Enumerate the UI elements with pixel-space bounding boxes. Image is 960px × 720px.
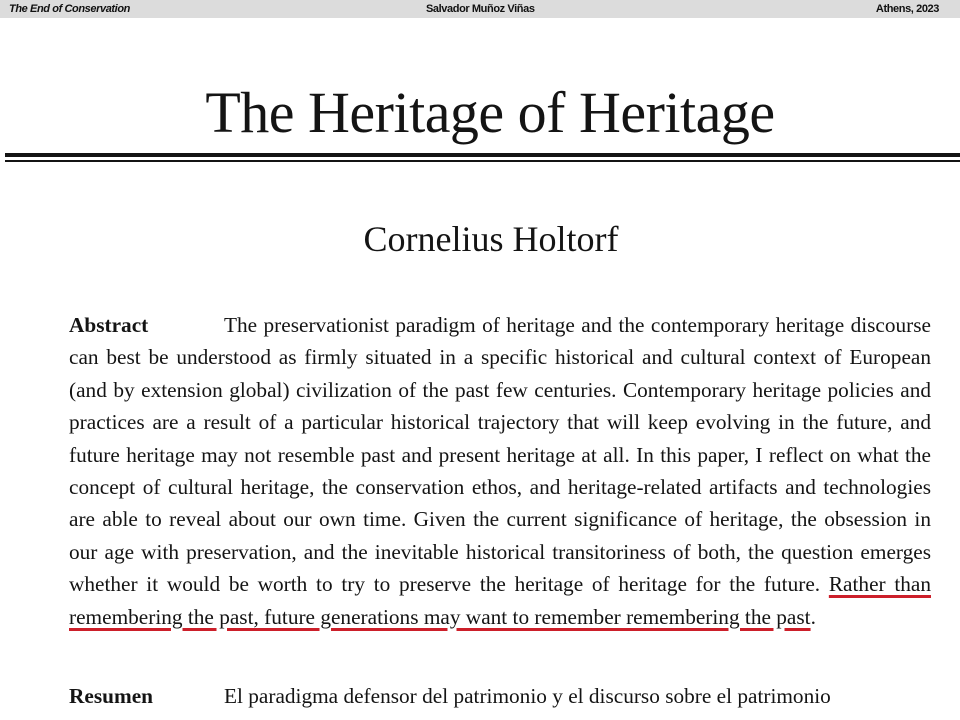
abstract-paragraph [69, 309, 931, 633]
header-editor: Salvador Muñoz Viñas [426, 3, 535, 15]
resumen-paragraph [69, 680, 931, 712]
abstract-label: Abstract [69, 313, 149, 337]
paper-author: Cornelius Holtorf [363, 219, 619, 259]
paper-title: The Heritage of Heritage [205, 80, 775, 145]
resumen-text: El paradigma defensor del patrimonio y el discurso sobre el patrimonio [224, 684, 831, 708]
header-place-date: Athens, 2023 [875, 3, 939, 15]
resumen-label: Resumen [69, 684, 154, 708]
abstract-text: The preservationist paradigm of heritage and the contemporary heritage discourse can best be understood as firmly situated in a specific historical and cultural context of European (and by extension global) civilization of the past few centuries. Contemporary heritage policies and practices are a result of a particular historical trajectory that will keep evolving in the future, and future heritage may not resemble past and present heritage at all. In this paper, I reflect on what the concept of cultural heritage, the conservation ethos, and heritage-related artifacts and technologies are able to reveal about our own time. Given the current significance of heritage, the obsession in our age with preservation, and the inevitable historical transitoriness of both, the question emerges whether it would be worth to try to preserve the heritage of heritage for the future. [69, 313, 931, 597]
abstract-highlighted-sentence: Rather than remembering the past, future generations may want to remember remembering the past [69, 572, 931, 629]
page-header-bar [0, 0, 960, 18]
title-rule-thin [5, 160, 960, 162]
abstract-end-punct: . [810, 604, 816, 629]
header-book-title: The End of Conservation [9, 3, 130, 15]
title-rule-thick [5, 153, 960, 157]
